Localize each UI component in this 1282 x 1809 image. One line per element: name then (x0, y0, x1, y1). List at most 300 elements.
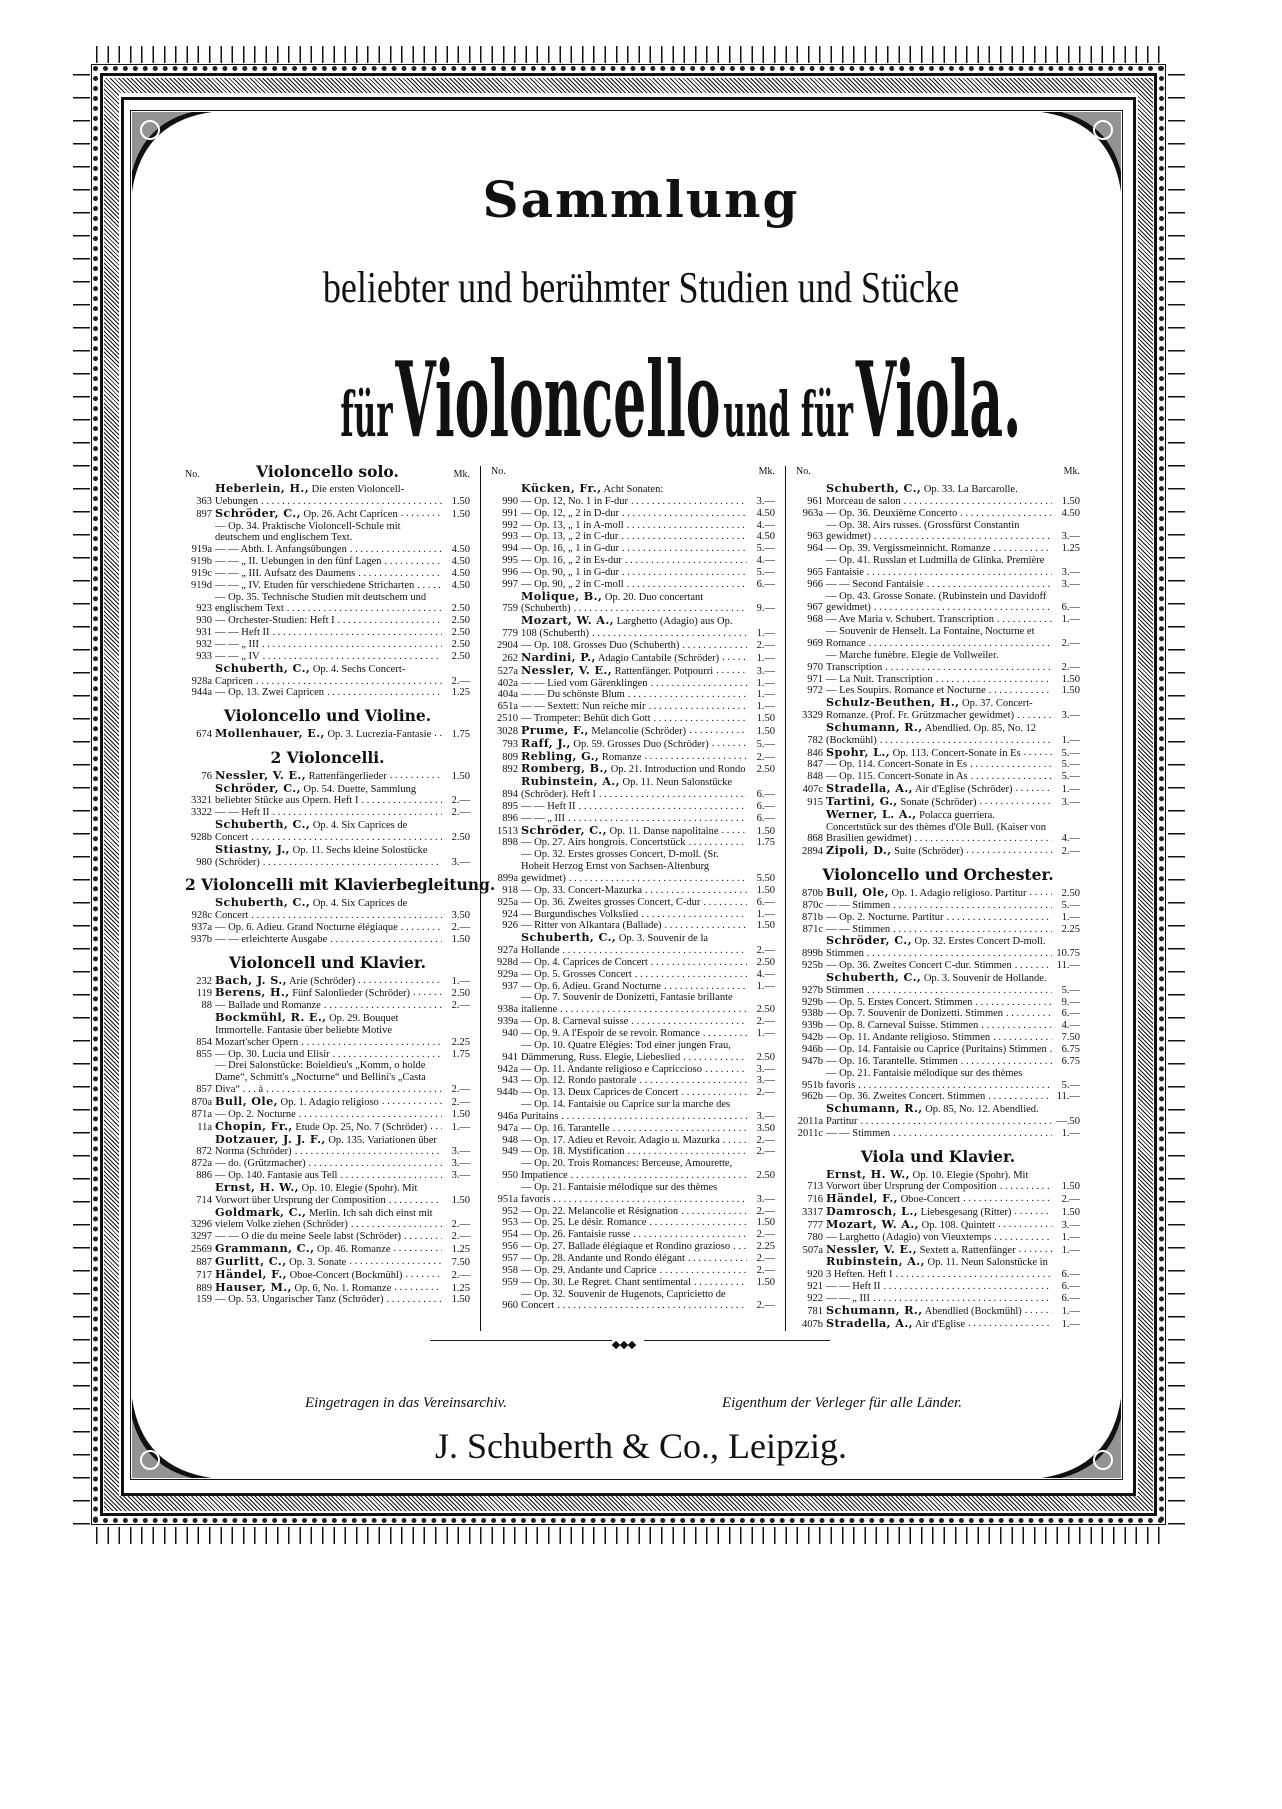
catalog-entry (491, 1146, 775, 1158)
work-title: — Op. 53. Ungarischer Tanz (Schröder) (215, 1294, 384, 1306)
work-title: Die ersten Violoncell-Uebungen (215, 484, 405, 507)
entry-text-wrap (521, 957, 648, 968)
catalog-entry (491, 1277, 775, 1289)
entry-price: 3.— (451, 1158, 470, 1170)
entry-number: 939b (802, 1020, 823, 1032)
entry-description (521, 813, 747, 825)
section-heading: Violoncello und Violine. (223, 706, 432, 726)
work-title: — Op. 27. Airs hongrois. Concertstück (521, 837, 686, 849)
entry-number: 781 (807, 1305, 823, 1317)
entry-price: 1.50 (1061, 673, 1080, 685)
entry-number: 2510 (497, 713, 518, 725)
composer-name: Schuberth, C., (215, 662, 311, 675)
work-title: Op. 3. Souvenir de Hollande. Stimmen (826, 972, 1047, 996)
entry-description (215, 639, 442, 651)
entry-description (826, 1293, 1052, 1305)
entry-number: 950 (502, 1170, 518, 1182)
entry-number: 957 (502, 1253, 518, 1264)
entry-text-wrap (215, 784, 416, 807)
entry-text-wrap (215, 922, 398, 933)
catalog-entry (185, 508, 470, 521)
entry-description (826, 1044, 1052, 1056)
entry-price: 2.— (451, 1269, 470, 1281)
work-title: — — Stimmen (826, 899, 891, 911)
entry-description (826, 900, 1052, 912)
catalog-entry (185, 1121, 470, 1134)
entry-number: 404a (497, 689, 518, 701)
catalog-entry (491, 1099, 775, 1123)
entry-price: 2.— (756, 1134, 775, 1146)
work-title: Rattenfängerlieder (308, 770, 387, 782)
catalog-entry (796, 555, 1080, 579)
price-label: Mk. (758, 466, 775, 477)
composer-name: Schuberth, C., (521, 932, 617, 945)
catalog-entry (185, 1294, 470, 1306)
entry-number: 952 (502, 1205, 518, 1217)
entry-description (521, 885, 747, 897)
entry-text-wrap (826, 614, 994, 625)
section-heading: Violoncello solo. (256, 462, 399, 481)
entry-number: 716 (807, 1194, 823, 1206)
entry-description (826, 483, 1052, 508)
catalog-entry (185, 844, 470, 869)
entry-description (521, 801, 747, 813)
entry-number: 3028 (497, 725, 518, 737)
work-title: — Op. 16. Tarantelle. Stimmen (826, 1055, 958, 1067)
entry-price: 1.50 (756, 1276, 775, 1288)
catalog-entry (491, 1206, 775, 1218)
work-title: — do. (Grützmacher) (215, 1158, 306, 1170)
entry-text-wrap (215, 1158, 306, 1169)
entry-description (215, 1269, 442, 1282)
entry-price: 6.75 (1061, 1055, 1080, 1067)
composer-name: Mozart, W. A., (521, 615, 614, 628)
copyright-note: Eigenthum der Verleger für alle Länder. (722, 1395, 962, 1411)
entry-description (215, 934, 442, 946)
number-label: No. (185, 469, 200, 480)
entry-text-wrap (521, 992, 733, 1015)
entry-text-wrap (521, 713, 651, 724)
entry-description (521, 591, 747, 616)
work-title: Fünf Salonlieder (Schröder) (292, 988, 411, 1000)
entry-number: 402a (497, 677, 518, 689)
entry-description (521, 1028, 747, 1040)
entry-text-wrap (826, 1170, 1028, 1193)
entry-price: 2.50 (451, 650, 470, 662)
composer-name: Schuberth, C., (215, 819, 311, 832)
catalog-entry (796, 783, 1080, 796)
entry-price: 1.— (1061, 1127, 1080, 1139)
entry-text-wrap (521, 666, 713, 677)
work-title: — Op. 8. Carneval suisse (521, 1016, 629, 1028)
work-title: — Ritter von Alkantara (Ballade) (521, 920, 662, 932)
catalog-entry (185, 987, 470, 1000)
work-title: Sonate (Schröder) (900, 796, 977, 808)
entry-number: 963a (802, 507, 823, 519)
work-title: Larghetto (Adagio) aus Op. 108 (Schuberth) (521, 616, 733, 640)
entry-text-wrap (521, 897, 700, 908)
catalog-entry (796, 1193, 1080, 1206)
catalog-entry (491, 640, 775, 652)
entry-description (521, 508, 747, 520)
entry-price: 2.50 (756, 1051, 775, 1063)
entry-number: 948 (502, 1134, 518, 1146)
entry-price: 2.— (756, 1264, 775, 1276)
entry-description (826, 960, 1052, 972)
entry-number: 993 (502, 531, 518, 543)
catalog-entry (491, 1217, 775, 1229)
entry-description (521, 725, 747, 738)
entry-text-wrap (521, 640, 679, 651)
catalog-entry (491, 920, 775, 932)
work-title: — Op. 140. Fantasie aus Tell (215, 1170, 338, 1182)
entry-description (215, 922, 442, 934)
entry-description (215, 1256, 442, 1269)
work-title: Op. 46. Romanze (317, 1244, 391, 1256)
entry-price: 1.50 (451, 933, 470, 945)
entry-text-wrap (826, 1091, 985, 1102)
work-title: Op. 20. Duo concertant (Schuberth) (521, 591, 704, 615)
entry-number: 870b (802, 888, 823, 899)
catalog-entry (185, 556, 470, 568)
entry-number: 717 (196, 1269, 212, 1281)
entry-text-wrap (826, 1319, 965, 1330)
entry-description (215, 1000, 442, 1012)
composer-name: Ernst, H. W., (826, 1168, 910, 1181)
entry-text-wrap (215, 1013, 398, 1048)
entry-text-wrap (215, 1049, 330, 1060)
entry-number: 944a (191, 687, 212, 699)
entry-text-wrap (826, 1008, 1003, 1019)
entry-number: 2011a (797, 1116, 823, 1128)
entry-text-wrap (521, 739, 709, 750)
catalog-entry (185, 651, 470, 663)
catalog-entry (491, 849, 775, 885)
composer-name: Damrosch, L., (826, 1206, 919, 1219)
entry-number: 871b (802, 911, 823, 923)
catalog-entry (491, 555, 775, 567)
entry-number: 995 (502, 555, 518, 567)
catalog-entry (796, 1044, 1080, 1056)
entry-description (521, 1217, 747, 1229)
entry-description (521, 957, 747, 969)
entry-description (215, 1109, 442, 1121)
catalog-entry (185, 975, 470, 988)
entry-price: 4.— (1061, 1020, 1080, 1032)
work-title: — Op. 21. Fantaisie mélodique sur des thèmes favoris (826, 1067, 1023, 1091)
catalog-entry (185, 819, 470, 844)
work-title: — Les Soupirs. Romance et Nocturne (826, 685, 986, 697)
entry-description (521, 776, 747, 801)
entry-price: 9.— (1061, 996, 1080, 1008)
entry-number: 938b (802, 1008, 823, 1020)
work-title: — Op. 12, No. 1 in F-dur (521, 495, 629, 507)
catalog-column (480, 466, 775, 1331)
catalog-entry (491, 909, 775, 921)
entry-text-wrap (521, 801, 576, 812)
entry-price: 2.50 (1061, 888, 1080, 899)
work-title: — Op. 11. Andante religioso. Stimmen (826, 1032, 991, 1044)
entry-number: 944b (497, 1087, 518, 1099)
entry-number: 793 (502, 738, 518, 750)
work-title: — Burgundisches Volkslied (521, 908, 639, 920)
entry-text-wrap (826, 1220, 995, 1231)
composer-name: Dotzauer, J. J. F., (215, 1133, 326, 1146)
composer-name: Nardini, P., (521, 651, 596, 664)
entry-text-wrap (521, 1064, 702, 1075)
entry-text-wrap (215, 556, 382, 567)
entry-price: 1.75 (451, 1048, 470, 1060)
catalog-entry (491, 776, 775, 801)
entry-number: 921 (807, 1281, 823, 1293)
entry-number: 937b (191, 933, 212, 945)
entry-text-wrap (215, 544, 347, 555)
entry-description (215, 663, 442, 688)
work-title: Air d'Eglise (Schröder) (915, 784, 1013, 796)
entry-price: 2.50 (756, 956, 775, 968)
entry-text-wrap (521, 764, 745, 775)
catalog-entry (491, 652, 775, 665)
work-title: — — „ III (521, 812, 566, 824)
catalog-entry (491, 1182, 775, 1206)
entry-number: 872 (196, 1146, 212, 1158)
entry-number: 960 (502, 1300, 518, 1312)
entry-price: 6.— (756, 812, 775, 824)
entry-price: 3.— (756, 1075, 775, 1087)
catalog-entry (491, 837, 775, 849)
work-title: — — Second Fantaisie (826, 578, 924, 590)
work-title: — Op. 2. Nocturne. Partitur (826, 911, 944, 923)
entry-text-wrap (521, 508, 619, 519)
entry-price: 2.— (756, 751, 775, 763)
catalog-entry (491, 1158, 775, 1182)
entry-number: 363 (196, 495, 212, 507)
catalog-entry (796, 1056, 1080, 1068)
catalog-entry (491, 813, 775, 825)
catalog-entry (185, 1207, 470, 1232)
composer-name: Heberlein, H., (215, 483, 310, 495)
entry-price: 6.— (756, 578, 775, 590)
entry-description (826, 508, 1052, 520)
entry-text-wrap (521, 1229, 630, 1240)
entry-description (521, 1087, 747, 1099)
entry-number: 895 (502, 800, 518, 812)
entry-description (215, 1096, 442, 1109)
work-title: Op. 113. Concert-Sonate in Es (892, 747, 1021, 759)
entry-price: 6.— (1061, 1008, 1080, 1020)
work-title: Op. 29. Bouquet Immortelle. Fantasie über beliebte Motive Mozart'scher Opern (215, 1013, 399, 1048)
entry-text-wrap (521, 1182, 717, 1205)
catalog-entry (185, 770, 470, 783)
entry-number: 898 (502, 837, 518, 849)
entry-number: 3317 (802, 1207, 823, 1219)
work-title: — Op. 27. Ballade élégiaque et Rondino grazioso (521, 1241, 731, 1253)
entry-price: 1.50 (756, 1217, 775, 1229)
entry-text-wrap (215, 988, 410, 999)
entry-description (215, 1060, 442, 1096)
entry-description (826, 1091, 1052, 1103)
entry-text-wrap (521, 616, 732, 639)
work-title: — Op. 38. Airs russes. (Grossfürst Constantin gewidmet) (826, 519, 1020, 543)
composer-name: Schröder, C., (521, 824, 607, 837)
entry-description (826, 626, 1052, 650)
entry-text-wrap (826, 1281, 881, 1292)
column-header (185, 462, 470, 483)
subtitle (0, 262, 1282, 313)
entry-text-wrap (521, 969, 632, 980)
entry-description (826, 520, 1052, 544)
entry-number: 2011c (797, 1127, 823, 1139)
entry-price: 2.— (756, 1300, 775, 1312)
entry-description (826, 1032, 1052, 1044)
entry-price: 6.— (1061, 602, 1080, 614)
entry-number: 925b (802, 960, 823, 972)
entry-description (826, 997, 1052, 1009)
composer-name: Mollenhauer, E., (215, 728, 325, 741)
entry-price: 1.— (1061, 1318, 1080, 1330)
composer-name: Bull, Ole, (215, 1095, 278, 1108)
catalog-entry (796, 900, 1080, 912)
entry-price: 2.— (756, 945, 775, 957)
catalog-entry (491, 1229, 775, 1241)
entry-price: 3.— (451, 856, 470, 868)
work-title: — — Heft II (826, 1281, 881, 1293)
column-header (796, 466, 1080, 483)
entry-number: 965 (807, 566, 823, 578)
catalog-entry (185, 897, 470, 922)
entry-number: 119 (196, 988, 212, 1000)
entry-number: 779 (502, 628, 518, 640)
price-label: Mk. (453, 469, 470, 480)
work-title: — Op. 28. Andante und Rondo élégant (521, 1253, 685, 1264)
entry-number: 967 (807, 602, 823, 614)
catalog-entry (796, 924, 1080, 936)
entry-price: 2.50 (451, 627, 470, 639)
entry-number: 946b (802, 1043, 823, 1055)
entry-description (215, 556, 442, 568)
entry-description (215, 651, 442, 663)
entry-number: 915 (807, 796, 823, 808)
work-title: — Op. 14. Fantaisie ou Caprice (Puritains) Stimmen (826, 1043, 1047, 1055)
entry-description (521, 640, 747, 652)
entry-price: 3.— (756, 665, 775, 677)
work-title: Suite (Schröder) (894, 846, 964, 858)
catalog-entry (185, 728, 470, 741)
entry-price: 3.— (1061, 531, 1080, 543)
entry-text-wrap (826, 748, 1021, 759)
entry-description (521, 1099, 747, 1123)
entry-price: 2.50 (451, 615, 470, 627)
catalog-column (785, 466, 1080, 1331)
entry-price: 7.50 (1061, 1032, 1080, 1044)
entry-description (826, 650, 1052, 674)
catalog-entry (796, 697, 1080, 722)
work-title: — Op. 2. Nocturne (215, 1108, 296, 1120)
entry-description (521, 496, 747, 508)
catalog-entry (796, 887, 1080, 900)
entry-text-wrap (521, 1040, 731, 1063)
entry-price: 1.50 (756, 920, 775, 932)
work-title: — Op. 21. Fantaisie mélodique sur des thèmes favoris (521, 1181, 718, 1205)
catalog-entry (185, 1282, 470, 1295)
entry-price: 4.— (756, 968, 775, 980)
catalog-entry (796, 674, 1080, 686)
entry-price: 4.— (756, 519, 775, 531)
entry-number: 759 (502, 603, 518, 615)
entry-number: 919a (191, 544, 212, 556)
entry-price: 11.— (1056, 960, 1080, 972)
composer-name: Schuberth, C., (826, 971, 922, 984)
entry-price: 2.— (756, 1016, 775, 1028)
entry-price: 2.— (451, 807, 470, 819)
entry-number: 894 (502, 789, 518, 801)
entry-number: 777 (807, 1219, 823, 1231)
catalog-entry (491, 1253, 775, 1265)
entry-text-wrap (826, 888, 1027, 899)
entry-description (215, 807, 442, 819)
entry-text-wrap (521, 701, 646, 712)
entry-number: 920 (807, 1269, 823, 1281)
entry-price: 2.— (1061, 637, 1080, 649)
work-title: Op. 1. Adagio religioso (280, 1096, 379, 1108)
entry-number: 925a (497, 896, 518, 908)
entry-text-wrap (826, 1128, 890, 1139)
entry-price: 5.— (756, 566, 775, 578)
entry-text-wrap (215, 484, 404, 507)
entry-number: 996 (502, 566, 518, 578)
entry-description (826, 685, 1052, 697)
entry-price: 1.— (1061, 1231, 1080, 1243)
entry-text-wrap (521, 920, 662, 931)
work-title: — Op. 34. Praktische Violoncell-Schule mit deutschem und englischem Text. (215, 520, 401, 544)
entry-price: 1.50 (756, 725, 775, 737)
entry-description (826, 1169, 1052, 1194)
catalog-entry (796, 1293, 1080, 1305)
entry-number: 1513 (497, 825, 518, 837)
work-title: Abendlied (Bockmühl) (924, 1305, 1022, 1317)
entry-number: 809 (502, 751, 518, 763)
entry-description (826, 1256, 1052, 1281)
work-title: — Op. 32. Souvenir de Hugenots, Capricietto de Concert (521, 1288, 726, 1312)
work-title: Op. 11. Danse napolitaine (609, 825, 719, 837)
work-title: — Op. 16. Tarantelle (521, 1122, 610, 1134)
work-title: — — „ III (826, 1293, 871, 1304)
entry-price: 1.— (1061, 734, 1080, 746)
entry-number: 997 (502, 578, 518, 590)
entry-number: 887 (196, 1256, 212, 1268)
entry-description (826, 1244, 1052, 1257)
catalog-entry (185, 1243, 470, 1256)
entry-price: 9.— (756, 603, 775, 615)
work-title: — Op. 41. Russlan et Ludmilla de Glinka. Première Fantaisie (826, 555, 1045, 578)
work-title: — Op. 13. Zwei Capricen (215, 687, 325, 699)
entry-number: 3329 (802, 710, 823, 722)
work-title: — Op. 5. Grosses Concert (521, 968, 632, 980)
entry-text-wrap (826, 936, 1045, 959)
entry-number: 963 (807, 531, 823, 543)
entry-price: —.50 (1056, 1116, 1080, 1128)
entry-description (215, 687, 442, 699)
catalog-entry (491, 483, 775, 496)
entry-number: 937a (191, 922, 212, 933)
composer-name: Schumann, R., (826, 1103, 923, 1116)
composer-name: Grammann, C., (215, 1243, 315, 1256)
entry-text-wrap (215, 1244, 391, 1255)
catalog-entry (491, 725, 775, 738)
entry-price: 1.50 (451, 495, 470, 507)
entry-number: 968 (807, 614, 823, 626)
work-title: — Op. 12. Rondo pastorale (521, 1075, 637, 1087)
